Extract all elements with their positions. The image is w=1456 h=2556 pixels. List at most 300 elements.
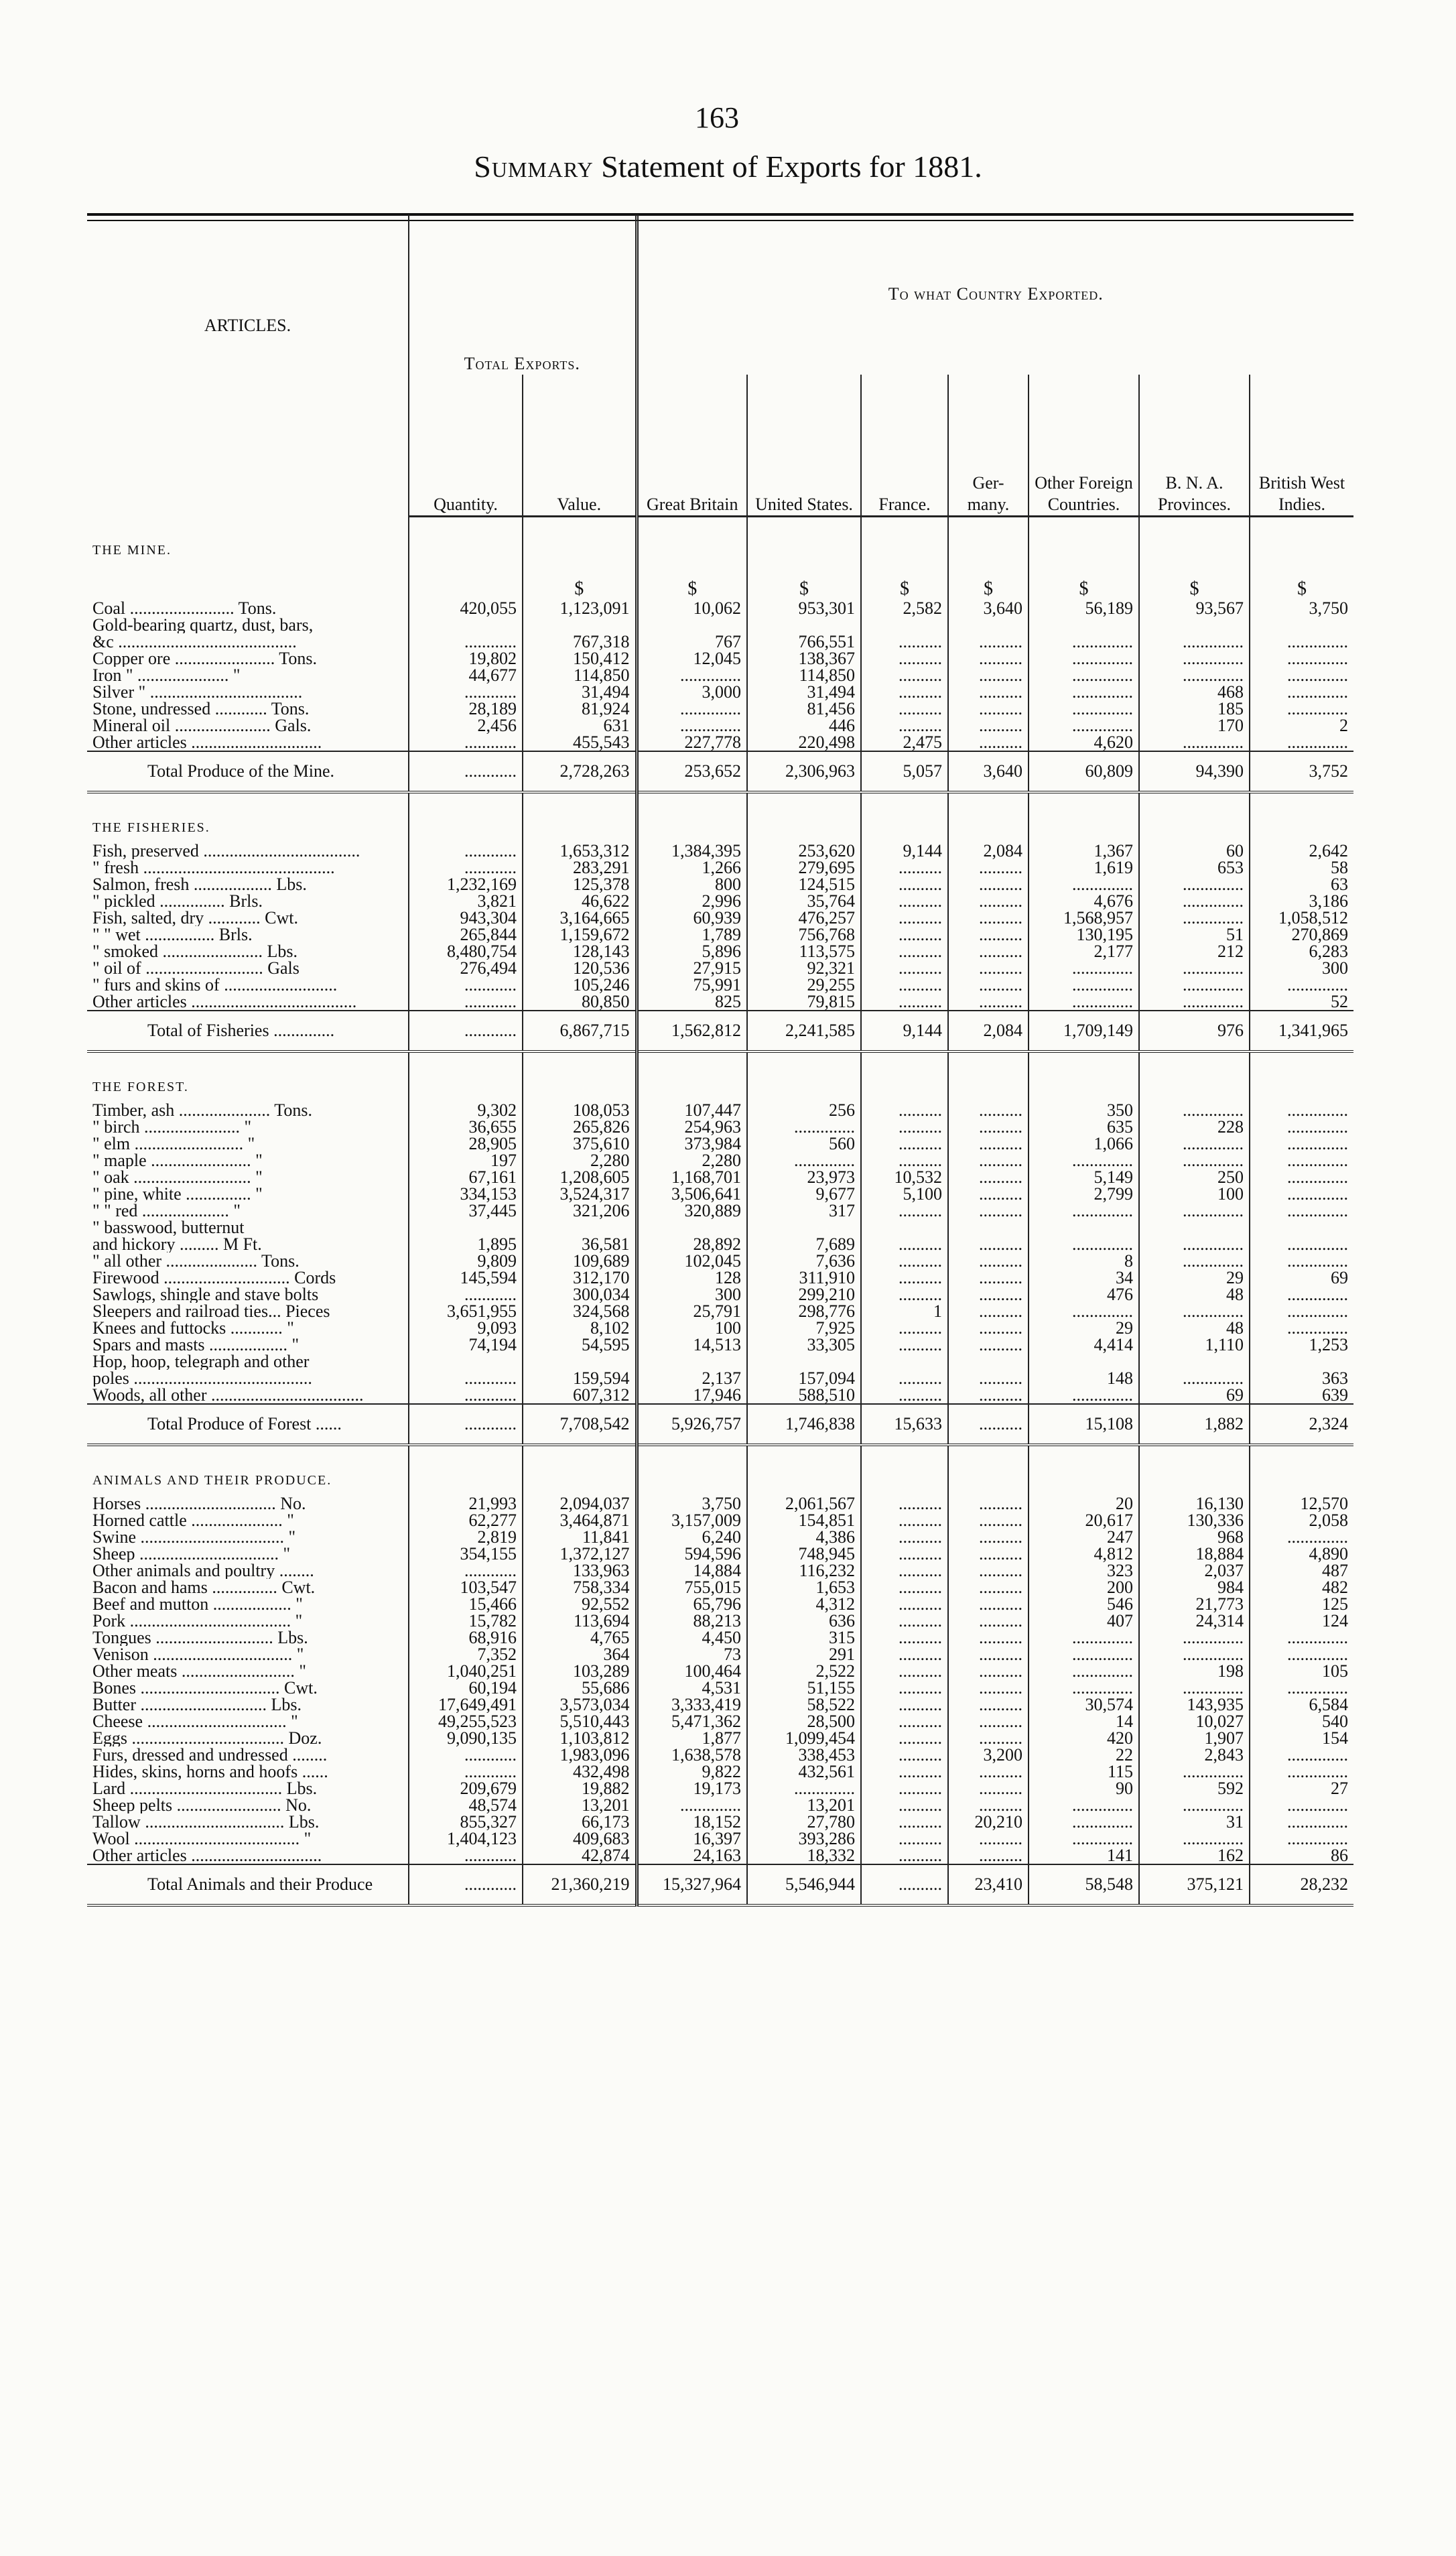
- cell-value: 607,312: [523, 1387, 637, 1404]
- cell-british-west-indies: 2,058: [1250, 1512, 1353, 1529]
- total-bna-provinces: 94,390: [1139, 751, 1250, 792]
- header-other-foreign: Other Foreign Countries.: [1029, 375, 1139, 516]
- cell-british-west-indies: ..............: [1250, 700, 1353, 717]
- cell-germany: ..........: [948, 1169, 1029, 1186]
- cell-article: Swine ................................. ": [92, 1529, 296, 1545]
- cell-value: 3,573,034: [523, 1696, 637, 1713]
- cell-great-britain: 1,266: [637, 859, 747, 876]
- cell-germany: ..........: [948, 1119, 1029, 1135]
- section-spacer: [637, 1051, 747, 1102]
- cell-other-foreign: ..............: [1029, 1813, 1139, 1830]
- table-row: [87, 1713, 1353, 1730]
- cell-value: 159,594: [523, 1370, 637, 1387]
- cell-great-britain: ..............: [637, 717, 747, 734]
- cell-france: ..........: [861, 1612, 948, 1629]
- title-rest: Statement of Exports for 1881.: [593, 149, 982, 184]
- cell-british-west-indies: 1,253: [1250, 1336, 1353, 1353]
- cell-other-foreign: 546: [1029, 1596, 1139, 1612]
- dollar-sign: $: [1139, 565, 1250, 600]
- cell-quantity: ............: [409, 1286, 523, 1303]
- section-spacer: [861, 1445, 948, 1495]
- cell-great-britain: 1,877: [637, 1730, 747, 1746]
- table-row: [87, 1663, 1353, 1679]
- header-france: France.: [861, 375, 948, 516]
- cell-great-britain: 300: [637, 1286, 747, 1303]
- table-row: [87, 1119, 1353, 1135]
- cell-article: Bacon and hams ............... Cwt.: [92, 1579, 316, 1596]
- cell-united-states: 33,305: [747, 1336, 861, 1353]
- section-spacer: [1139, 1051, 1250, 1102]
- section-heading-row: [87, 1445, 1353, 1495]
- cell-great-britain: 73: [637, 1646, 747, 1663]
- cell-great-britain: 102,045: [637, 1253, 747, 1269]
- cell-british-west-indies: 154: [1250, 1730, 1353, 1746]
- cell-value: 455,543: [523, 734, 637, 751]
- cell-quantity: 1,404,123: [409, 1830, 523, 1847]
- cell-article: Knees and futtocks ............ ": [92, 1320, 294, 1336]
- cell-british-west-indies: 6,283: [1250, 943, 1353, 960]
- cell-germany: ..........: [948, 1713, 1029, 1730]
- cell-germany: ..........: [948, 1152, 1029, 1169]
- cell-bna-provinces: 170: [1139, 717, 1250, 734]
- cell-germany: ..........: [948, 1847, 1029, 1864]
- cell-great-britain: 128: [637, 1269, 747, 1286]
- cell-article: " furs and skins of ..........................: [92, 976, 338, 993]
- cell-germany: ..........: [948, 734, 1029, 751]
- cell-other-foreign: ..............: [1029, 700, 1139, 717]
- section-spacer: [1250, 1051, 1353, 1102]
- cell-france: ..........: [861, 993, 948, 1011]
- total-other-foreign: 15,108: [1029, 1404, 1139, 1445]
- cell-great-britain: 75,991: [637, 976, 747, 993]
- cell-article: Hides, skins, horns and hoofs ......: [92, 1763, 328, 1780]
- cell-other-foreign: 2,177: [1029, 943, 1139, 960]
- cell-bna-provinces: [1139, 1353, 1250, 1370]
- cell-bna-provinces: 29: [1139, 1269, 1250, 1286]
- total-quantity: ............: [409, 1864, 523, 1905]
- cell-value: 133,963: [523, 1562, 637, 1579]
- cell-france: ..........: [861, 1202, 948, 1219]
- cell-article: Venison ................................ ": [92, 1646, 304, 1663]
- cell-british-west-indies: 4,890: [1250, 1545, 1353, 1562]
- cell-bna-provinces: ..............: [1139, 1370, 1250, 1387]
- cell-united-states: 476,257: [747, 909, 861, 926]
- table-row: [87, 859, 1353, 876]
- cell-bna-provinces: ..............: [1139, 909, 1250, 926]
- cell-value: 13,201: [523, 1797, 637, 1813]
- dollar-sign: $: [1029, 565, 1139, 600]
- total-bna-provinces: 375,121: [1139, 1864, 1250, 1905]
- cell-great-britain: 4,531: [637, 1679, 747, 1696]
- cell-great-britain: 2,137: [637, 1370, 747, 1387]
- table-row: [87, 1495, 1353, 1512]
- total-value: 7,708,542: [523, 1404, 637, 1445]
- section-spacer: [637, 792, 747, 842]
- cell-value: 120,536: [523, 960, 637, 976]
- cell-british-west-indies: 1,058,512: [1250, 909, 1353, 926]
- cell-british-west-indies: ..............: [1250, 667, 1353, 684]
- cell-other-foreign: 14: [1029, 1713, 1139, 1730]
- cell-other-foreign: 635: [1029, 1119, 1139, 1135]
- cell-article: Other articles ..............................: [92, 734, 322, 751]
- cell-germany: ..........: [948, 1545, 1029, 1562]
- cell-article: " pickled ............... Brls.: [92, 893, 263, 909]
- page-number: 163: [695, 101, 739, 134]
- cell-bna-provinces: ..............: [1139, 1253, 1250, 1269]
- cell-article: Fish, preserved ....................................: [92, 842, 360, 859]
- cell-quantity: 2,456: [409, 717, 523, 734]
- cell-other-foreign: ..............: [1029, 1387, 1139, 1404]
- cell-article: Mineral oil ...................... Gals.: [92, 717, 312, 734]
- cell-british-west-indies: 270,869: [1250, 926, 1353, 943]
- cell-british-west-indies: 3,186: [1250, 893, 1353, 909]
- cell-france: ..........: [861, 1847, 948, 1864]
- page-title: [0, 149, 1456, 184]
- cell-article: poles .........................................: [92, 1370, 312, 1387]
- cell-article: Other meats .......................... ": [92, 1663, 306, 1679]
- header-great-britain: Great Britain: [637, 375, 747, 516]
- cell-value: 1,653,312: [523, 842, 637, 859]
- cell-quantity: 197: [409, 1152, 523, 1169]
- cell-value: 80,850: [523, 993, 637, 1011]
- cell-value: 767,318: [523, 633, 637, 650]
- cell-bna-provinces: ..............: [1139, 650, 1250, 667]
- cell-other-foreign: 420: [1029, 1730, 1139, 1746]
- cell-united-states: 113,575: [747, 943, 861, 960]
- cell-other-foreign: 350: [1029, 1102, 1139, 1119]
- cell-quantity: 420,055: [409, 600, 523, 617]
- cell-germany: ..........: [948, 1763, 1029, 1780]
- table-row: [87, 1579, 1353, 1596]
- total-france: 15,633: [861, 1404, 948, 1445]
- cell-quantity: ............: [409, 976, 523, 993]
- cell-british-west-indies: ..............: [1250, 1646, 1353, 1663]
- cell-france: 2,475: [861, 734, 948, 751]
- table-row: [87, 1353, 1353, 1370]
- cell-british-west-indies: 487: [1250, 1562, 1353, 1579]
- cell-british-west-indies: [1250, 1219, 1353, 1236]
- cell-quantity: 1,895: [409, 1236, 523, 1253]
- cell-united-states: ..............: [747, 1119, 861, 1135]
- cell-bna-provinces: 48: [1139, 1286, 1250, 1303]
- cell-france: ..........: [861, 1579, 948, 1596]
- cell-value: 3,524,317: [523, 1186, 637, 1202]
- cell-germany: ..........: [948, 700, 1029, 717]
- cell-great-britain: 88,213: [637, 1612, 747, 1629]
- cell-quantity: 276,494: [409, 960, 523, 976]
- cell-other-foreign: 200: [1029, 1579, 1139, 1596]
- cell-france: 9,144: [861, 842, 948, 859]
- table-row: [87, 1763, 1353, 1780]
- cell-great-britain: ..............: [637, 1797, 747, 1813]
- cell-united-states: 311,910: [747, 1269, 861, 1286]
- cell-bna-provinces: ..............: [1139, 633, 1250, 650]
- cell-germany: ..........: [948, 1663, 1029, 1679]
- cell-quantity: 7,352: [409, 1646, 523, 1663]
- cell-france: ..........: [861, 1269, 948, 1286]
- cell-bna-provinces: ..............: [1139, 976, 1250, 993]
- table-row: [87, 1562, 1353, 1579]
- cell-germany: ..........: [948, 1797, 1029, 1813]
- cell-other-foreign: ..............: [1029, 1830, 1139, 1847]
- table-row: [87, 1202, 1353, 1219]
- cell-bna-provinces: 1,907: [1139, 1730, 1250, 1746]
- total-british-west-indies: 3,752: [1250, 751, 1353, 792]
- cell-bna-provinces: 212: [1139, 943, 1250, 960]
- section-spacer: [409, 516, 523, 565]
- cell-germany: ..........: [948, 960, 1029, 976]
- table-row: [87, 700, 1353, 717]
- cell-united-states: 51,155: [747, 1679, 861, 1696]
- cell-germany: ..........: [948, 1579, 1029, 1596]
- cell-germany: ..........: [948, 1646, 1029, 1663]
- cell-quantity: 1,232,169: [409, 876, 523, 893]
- cell-germany: ..........: [948, 717, 1029, 734]
- cell-bna-provinces: ..............: [1139, 1236, 1250, 1253]
- cell-value: 324,568: [523, 1303, 637, 1320]
- cell-great-britain: ..............: [637, 667, 747, 684]
- table-row: [87, 1612, 1353, 1629]
- cell-france: ..........: [861, 1119, 948, 1135]
- cell-germany: ..........: [948, 1186, 1029, 1202]
- cell-british-west-indies: 482: [1250, 1579, 1353, 1596]
- cell-great-britain: 1,168,701: [637, 1169, 747, 1186]
- cell-other-foreign: ..............: [1029, 717, 1139, 734]
- section-spacer: [1139, 1445, 1250, 1495]
- cell-united-states: 636: [747, 1612, 861, 1629]
- table-row: [87, 1696, 1353, 1713]
- cell-germany: ..........: [948, 1102, 1029, 1119]
- cell-great-britain: 227,778: [637, 734, 747, 751]
- cell-british-west-indies: ..............: [1250, 633, 1353, 650]
- dollar-sign: $: [747, 565, 861, 600]
- cell-other-foreign: 407: [1029, 1612, 1139, 1629]
- cell-bna-provinces: 100: [1139, 1186, 1250, 1202]
- total-row: [87, 1864, 1353, 1905]
- cell-united-states: [747, 617, 861, 633]
- cell-article: Lard ................................... Lbs.: [92, 1780, 318, 1797]
- cell-quantity: ............: [409, 1370, 523, 1387]
- cell-bna-provinces: ..............: [1139, 1202, 1250, 1219]
- cell-value: [523, 1353, 637, 1370]
- cell-united-states: 560: [747, 1135, 861, 1152]
- dollar-sign: $: [861, 565, 948, 600]
- cell-other-foreign: ..............: [1029, 667, 1139, 684]
- cell-bna-provinces: 51: [1139, 926, 1250, 943]
- cell-value: 125,378: [523, 876, 637, 893]
- cell-other-foreign: ..............: [1029, 633, 1139, 650]
- cell-quantity: 44,677: [409, 667, 523, 684]
- section-spacer: [523, 792, 637, 842]
- table-row: [87, 1797, 1353, 1813]
- cell-other-foreign: [1029, 617, 1139, 633]
- cell-article: Beef and mutton .................. ": [92, 1596, 303, 1612]
- cell-article: Other articles ......................................: [92, 993, 357, 1011]
- cell-france: ..........: [861, 1713, 948, 1730]
- cell-united-states: 317: [747, 1202, 861, 1219]
- cell-united-states: ..............: [747, 1780, 861, 1797]
- cell-article: " pine, white ............... ": [92, 1186, 263, 1202]
- total-article: Total Produce of the Mine.: [87, 751, 409, 792]
- cell-article: " " wet ................ Brls.: [92, 926, 253, 943]
- cell-article: " all other ..................... Tons.: [92, 1253, 300, 1269]
- table-row: [87, 876, 1353, 893]
- cell-quantity: 2,819: [409, 1529, 523, 1545]
- section-spacer: [861, 1051, 948, 1102]
- total-british-west-indies: 28,232: [1250, 1864, 1353, 1905]
- total-bna-provinces: 1,882: [1139, 1404, 1250, 1445]
- section-spacer: [948, 1051, 1029, 1102]
- cell-value: 4,765: [523, 1629, 637, 1646]
- cell-bna-provinces: ..............: [1139, 1679, 1250, 1696]
- cell-british-west-indies: ..............: [1250, 1813, 1353, 1830]
- cell-quantity: 36,655: [409, 1119, 523, 1135]
- cell-great-britain: 2,996: [637, 893, 747, 909]
- cell-bna-provinces: 1,110: [1139, 1336, 1250, 1353]
- total-france: ..........: [861, 1864, 948, 1905]
- cell-united-states: 28,500: [747, 1713, 861, 1730]
- cell-article: and hickory ......... M Ft.: [92, 1236, 262, 1253]
- dollar-sign: [409, 565, 523, 600]
- total-great-britain: 253,652: [637, 751, 747, 792]
- cell-value: 31,494: [523, 684, 637, 700]
- cell-united-states: 116,232: [747, 1562, 861, 1579]
- cell-united-states: 31,494: [747, 684, 861, 700]
- cell-great-britain: 1,384,395: [637, 842, 747, 859]
- cell-bna-provinces: 69: [1139, 1387, 1250, 1404]
- header-quantity: Quantity.: [409, 375, 523, 516]
- cell-article: Coal ........................ Tons.: [92, 600, 277, 617]
- cell-bna-provinces: 48: [1139, 1320, 1250, 1336]
- cell-bna-provinces: ..............: [1139, 960, 1250, 976]
- cell-france: [861, 1219, 948, 1236]
- cell-other-foreign: 34: [1029, 1269, 1139, 1286]
- cell-bna-provinces: ..............: [1139, 1152, 1250, 1169]
- cell-germany: ..........: [948, 1236, 1029, 1253]
- cell-british-west-indies: ..............: [1250, 1320, 1353, 1336]
- cell-article: Horned cattle ..................... ": [92, 1512, 294, 1529]
- cell-other-foreign: 2,799: [1029, 1186, 1139, 1202]
- cell-germany: ..........: [948, 1286, 1029, 1303]
- table-row: [87, 667, 1353, 684]
- cell-quantity: ............: [409, 1746, 523, 1763]
- cell-other-foreign: ..............: [1029, 1663, 1139, 1679]
- section-spacer: [1139, 516, 1250, 565]
- cell-germany: ..........: [948, 667, 1029, 684]
- cell-value: 1,983,096: [523, 1746, 637, 1763]
- cell-united-states: 7,925: [747, 1320, 861, 1336]
- cell-article: &c .........................................: [92, 633, 297, 650]
- cell-article: Gold-bearing quartz, dust, bars,: [92, 617, 314, 633]
- cell-british-west-indies: ..............: [1250, 1135, 1353, 1152]
- cell-great-britain: [637, 1219, 747, 1236]
- cell-france: ..........: [861, 1320, 948, 1336]
- cell-british-west-indies: 125: [1250, 1596, 1353, 1612]
- cell-article: Stone, undressed ............ Tons.: [92, 700, 310, 717]
- cell-france: ..........: [861, 960, 948, 976]
- cell-quantity: 49,255,523: [409, 1713, 523, 1730]
- table-row: [87, 617, 1353, 633]
- cell-bna-provinces: 18,884: [1139, 1545, 1250, 1562]
- cell-germany: ..........: [948, 1370, 1029, 1387]
- dollar-sign: $: [1250, 565, 1353, 600]
- total-quantity: ............: [409, 751, 523, 792]
- cell-british-west-indies: ..............: [1250, 1629, 1353, 1646]
- dollar-sign-row: [87, 565, 1353, 600]
- cell-germany: ..........: [948, 684, 1029, 700]
- cell-british-west-indies: [1250, 617, 1353, 633]
- cell-france: ..........: [861, 1370, 948, 1387]
- cell-france: ..........: [861, 876, 948, 893]
- cell-united-states: 1,653: [747, 1579, 861, 1596]
- title-prefix: Summary: [474, 149, 594, 184]
- cell-other-foreign: 30,574: [1029, 1696, 1139, 1713]
- cell-other-foreign: 1,367: [1029, 842, 1139, 859]
- cell-value: 1,372,127: [523, 1545, 637, 1562]
- total-great-britain: 1,562,812: [637, 1011, 747, 1051]
- cell-france: [861, 1353, 948, 1370]
- cell-value: 3,164,665: [523, 909, 637, 926]
- cell-british-west-indies: 63: [1250, 876, 1353, 893]
- cell-great-britain: 373,984: [637, 1135, 747, 1152]
- cell-germany: ..........: [948, 1612, 1029, 1629]
- cell-united-states: 81,456: [747, 700, 861, 717]
- cell-quantity: 19,802: [409, 650, 523, 667]
- cell-british-west-indies: 300: [1250, 960, 1353, 976]
- cell-article: Hop, hoop, telegraph and other: [92, 1353, 310, 1370]
- cell-united-states: 23,973: [747, 1169, 861, 1186]
- cell-france: ..........: [861, 1336, 948, 1353]
- section-spacer: [747, 516, 861, 565]
- cell-great-britain: 17,946: [637, 1387, 747, 1404]
- cell-germany: ..........: [948, 1253, 1029, 1269]
- cell-other-foreign: 4,812: [1029, 1545, 1139, 1562]
- cell-quantity: ............: [409, 633, 523, 650]
- cell-quantity: 354,155: [409, 1545, 523, 1562]
- table-row: [87, 1629, 1353, 1646]
- cell-bna-provinces: [1139, 617, 1250, 633]
- cell-article: " basswood, butternut: [92, 1219, 245, 1236]
- section-heading-row: [87, 1051, 1353, 1102]
- cell-value: 2,094,037: [523, 1495, 637, 1512]
- cell-british-west-indies: ..............: [1250, 1286, 1353, 1303]
- cell-other-foreign: [1029, 1353, 1139, 1370]
- cell-united-states: 253,620: [747, 842, 861, 859]
- cell-british-west-indies: ..............: [1250, 650, 1353, 667]
- table-row: [87, 993, 1353, 1011]
- cell-germany: ..........: [948, 1696, 1029, 1713]
- cell-bna-provinces: 592: [1139, 1780, 1250, 1797]
- cell-value: 432,498: [523, 1763, 637, 1780]
- cell-other-foreign: [1029, 1219, 1139, 1236]
- header-british-west-indies: British West Indies.: [1250, 375, 1353, 516]
- cell-bna-provinces: ..............: [1139, 1102, 1250, 1119]
- cell-value: 54,595: [523, 1336, 637, 1353]
- cell-value: 758,334: [523, 1579, 637, 1596]
- table-row: [87, 1512, 1353, 1529]
- cell-quantity: ............: [409, 684, 523, 700]
- cell-quantity: 9,093: [409, 1320, 523, 1336]
- cell-article: Tongues ........................... Lbs.: [92, 1629, 308, 1646]
- cell-quantity: 9,302: [409, 1102, 523, 1119]
- cell-value: 109,689: [523, 1253, 637, 1269]
- cell-other-foreign: 247: [1029, 1529, 1139, 1545]
- total-bna-provinces: 976: [1139, 1011, 1250, 1051]
- cell-germany: ..........: [948, 1320, 1029, 1336]
- cell-other-foreign: 56,189: [1029, 600, 1139, 617]
- cell-france: ..........: [861, 1562, 948, 1579]
- cell-united-states: 13,201: [747, 1797, 861, 1813]
